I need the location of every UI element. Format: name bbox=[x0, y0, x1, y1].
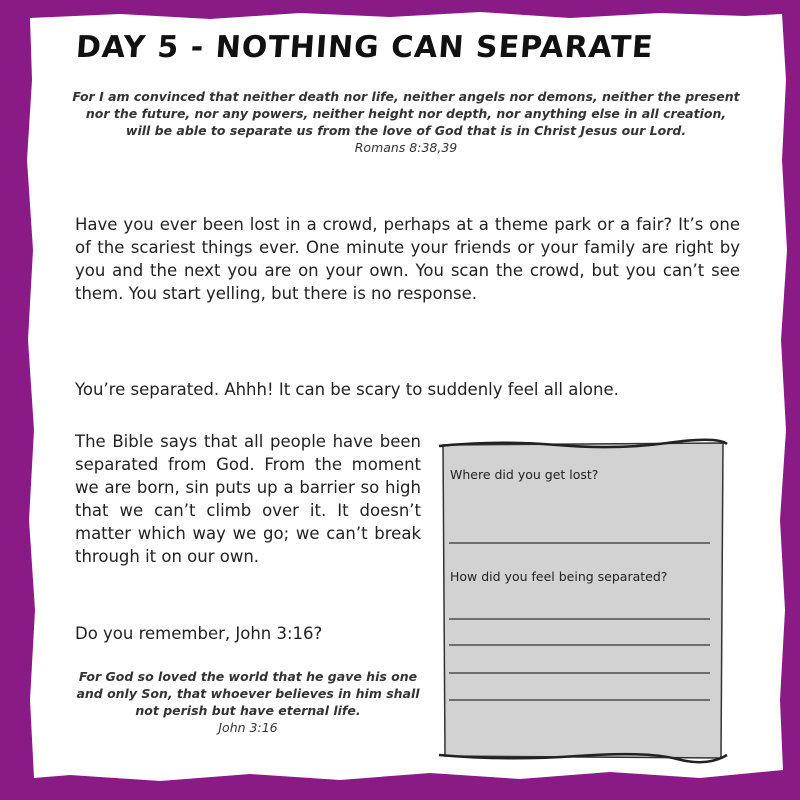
scripture-quote-bottom bbox=[76, 668, 420, 736]
page-title: DAY 5 - NOTHING CAN SEPARATE bbox=[74, 30, 655, 65]
worksheet-question: Where did you get lost? bbox=[450, 467, 599, 482]
body-paragraph: Have you ever been lost in a crowd, perhaps at a theme park or a fair? It’s one of the scariest things ever. One minute your friends or your family are right by you and the next you are on your own. You scan the crowd, but you can’t see them. You start yelling, but there is no response. bbox=[75, 215, 740, 303]
body-paragraph: Do you remember, John 3:16? bbox=[75, 624, 323, 643]
verse-reference: John 3:16 bbox=[218, 720, 278, 735]
verse-text: For God so loved the world that he gave his one and only Son, that whoever believes in him shall not perish but have eternal life. bbox=[76, 669, 420, 718]
verse-text: For I am convinced that neither death nor life, neither angels nor demons, neither the present nor the future, nor any powers, neither height nor depth, nor anything else in all creation, will be able to separate us from the love of God that is in Christ Jesus our Lord. bbox=[72, 89, 740, 138]
verse-reference: Romans 8:38,39 bbox=[354, 140, 458, 155]
worksheet-question: How did you feel being separated? bbox=[450, 569, 668, 584]
worksheet-box bbox=[437, 437, 729, 764]
scripture-quote-top bbox=[72, 88, 740, 156]
body-paragraph: The Bible says that all people have been separated from God. From the moment we are born, sin puts up a barrier so high that we can’t climb over it. It doesn’t matter which way we go; we can’t break through it on our own. bbox=[75, 432, 421, 566]
body-paragraph: You’re separated. Ahhh! It can be scary to suddenly feel all alone. bbox=[75, 380, 619, 399]
